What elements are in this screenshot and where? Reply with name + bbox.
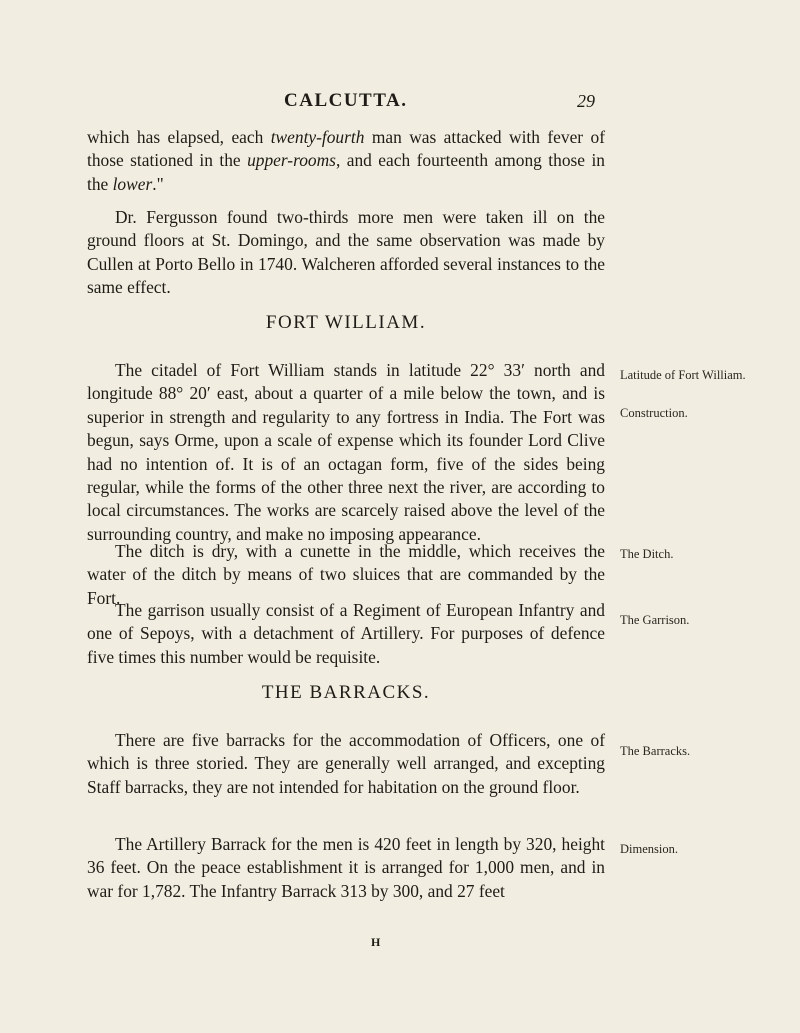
margin-note-garrison: The Garrison. [620,613,690,627]
paragraph-ditch: The ditch is dry, with a cunette in the middle, which receives the water of the ditch by means of two sluices that are commanded by the Fort. [87,541,605,608]
margin-note-barracks: The Barracks. [620,744,691,758]
running-head [0,90,800,116]
heading-barracks-block [87,681,605,728]
section-heading-fort-william: FORT WILLIAM. [265,312,427,333]
paragraph-barracks: There are five barracks for the accommodation of Officers, one of which is three storied. They are generally well arranged, and excepting Staff barracks, they are not intended for habitation on the ground floor. [87,730,605,797]
running-title: CALCUTTA. [284,90,408,111]
signature-mark: H [371,935,381,949]
paragraph-garrison: The garrison usually consist of a Regiment of European Infantry and one of Sepoys, with a detachment of Artillery. For purposes of defence five times this number would be requisite. [87,600,605,667]
heading-fort-william-block [87,311,605,358]
margin-note-latitude: Latitude of Fort William. [620,368,746,382]
page-number: 29 [577,91,595,111]
paragraph-citadel: The citadel of Fort William stands in latitude 22° 33′ north and longitude 88° 20′ east, about a quarter of a mile below the town, and is superior in strength and regularity to any fortress in India. The Fort was begun, says Orme, upon a scale of expense which its founder Lord Clive had no intention of. It is of an octagan form, five of the sides being regular, while the forms of the other three next the river, are according to local circumstances. The works are scarcely raised above the level of the surrounding country, and make no imposing appearance. [87,360,605,544]
margin-note-dimension: Dimension. [620,842,678,856]
section-heading-barracks: THE BARRACKS. [261,682,431,703]
paragraph-dimension: The Artillery Barrack for the men is 420 feet in length by 320, height 36 feet. On the peace establishment it is arranged for 1,000 men, and in war for 1,782. The Infantry Barrack 313 by 300, and 27 feet [87,834,605,901]
margin-note-construction: Construction. [620,406,688,420]
paragraph-continued: which has elapsed, each twenty-fourth man was attacked with fever of those stationed in the upper-rooms, and each fourteenth among those in the lower." [87,127,605,194]
paragraph-fergusson: Dr. Fergusson found two-thirds more men were taken ill on the ground floors at St. Domingo, and the same observation was made by Cullen at Porto Bello in 1740. Walcheren afforded several instances to the same effect. [87,207,605,298]
margin-note-ditch: The Ditch. [620,547,674,561]
